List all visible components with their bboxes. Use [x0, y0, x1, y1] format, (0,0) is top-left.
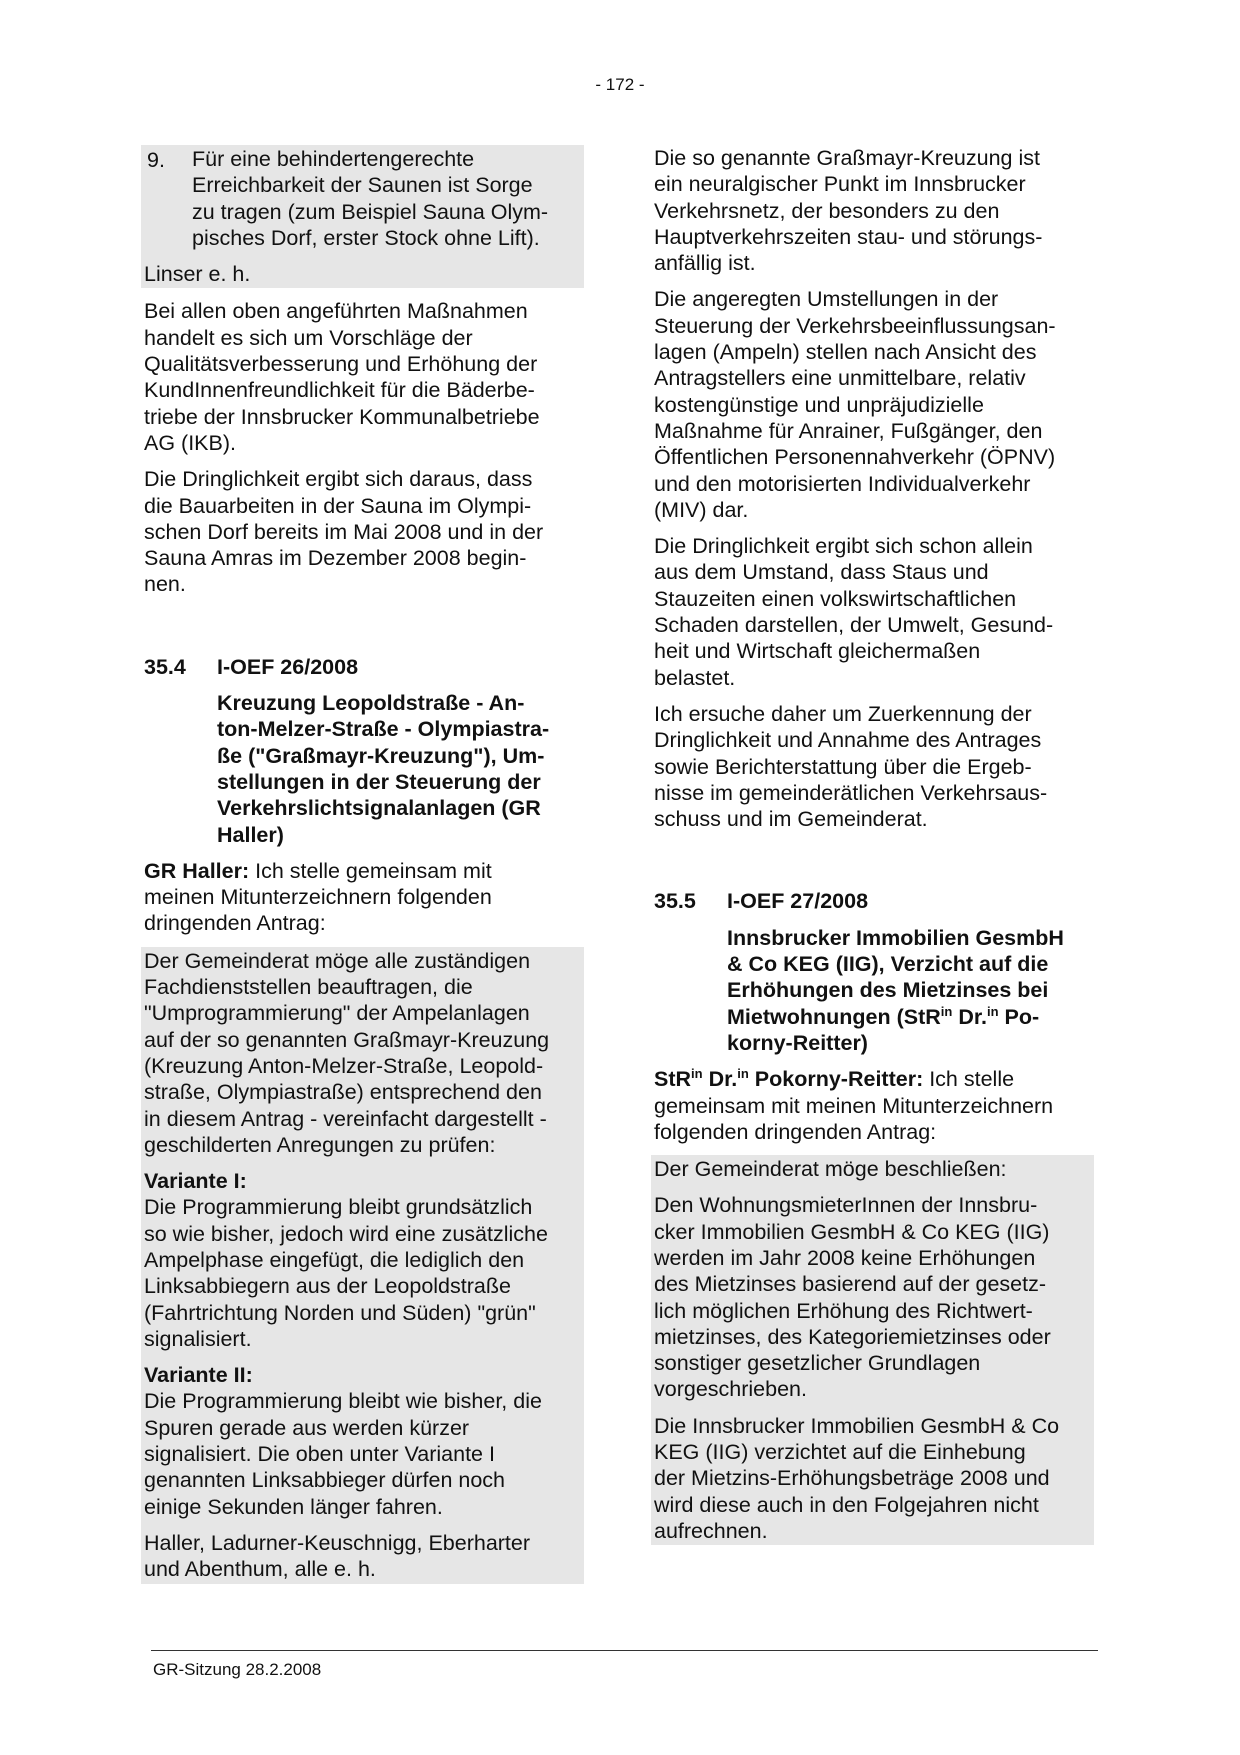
- text-line: Linksabbiegern aus der Leopoldstraße: [144, 1274, 511, 1299]
- section-title: [654, 925, 1094, 1056]
- text-line: straße, Olympiastraße) entsprechend den: [144, 1080, 542, 1105]
- motion-intro: [144, 858, 584, 937]
- motion-block: [141, 947, 584, 1584]
- paragraph-changes: [654, 286, 1094, 523]
- text-line: mietzinses, des Kategoriemietzinses oder: [654, 1324, 1051, 1349]
- paragraph-urgency: [144, 466, 584, 597]
- superscript: in: [691, 1066, 703, 1082]
- text-line: wird diese auch in den Folgejahren nicht: [654, 1492, 1039, 1517]
- text-line: nen.: [144, 572, 186, 597]
- right-column: [654, 145, 1094, 1545]
- text-line: einige Sekunden länger fahren.: [144, 1494, 443, 1519]
- text-line: vorgeschrieben.: [654, 1377, 807, 1402]
- item-number: 9.: [147, 148, 165, 172]
- text-line: Den WohnungsmieterInnen der Innsbru-: [654, 1193, 1038, 1218]
- text-line: & Co KEG (IIG), Verzicht auf die: [727, 952, 1049, 977]
- text-line: Maßnahme für Anrainer, Fußgänger, den: [654, 418, 1043, 443]
- text-line: auf der so genannten Graßmayr-Kreuzung: [144, 1027, 550, 1052]
- text-line: in diesem Antrag - vereinfacht dargestellt -: [144, 1106, 547, 1131]
- variant-label: Variante II:: [144, 1363, 253, 1388]
- superscript: in: [737, 1066, 749, 1082]
- text-line: Haller): [217, 822, 284, 847]
- text-line: so wie bisher, jedoch wird eine zusätzliche: [144, 1221, 548, 1246]
- text-line: meinen Mitunterzeichnern folgenden: [144, 885, 492, 910]
- motion-block: [651, 1155, 1094, 1545]
- text-line: Erhöhungen des Mietzinses bei: [727, 978, 1049, 1003]
- text-line: stellungen in der Steuerung der: [217, 769, 541, 794]
- text-line: lagen (Ampeln) stellen nach Ansicht des: [654, 340, 1037, 365]
- text-line: KEG (IIG) verzichtet auf die Einhebung: [654, 1440, 1026, 1465]
- text-line: Die so genannte Graßmayr-Kreuzung ist: [654, 146, 1040, 170]
- item-9-block: [141, 145, 584, 288]
- text-line: Verkehrslichtsignalanlagen (GR: [217, 796, 541, 821]
- text-line: schen Dorf bereits im Mai 2008 und in der: [144, 519, 544, 544]
- section-heading: [144, 654, 584, 680]
- text-line: Öffentlichen Personennahverkehr (ÖPNV): [654, 445, 1056, 470]
- text-line: anfällig ist.: [654, 251, 756, 276]
- text-line: genannten Linksabbieger dürfen noch: [144, 1468, 506, 1493]
- text-line: (Kreuzung Anton-Melzer-Straße, Leopold-: [144, 1053, 544, 1078]
- text-part: Po-: [998, 1004, 1040, 1029]
- superscript: in: [987, 1003, 999, 1019]
- signature-linser: Linser e. h.: [144, 262, 251, 287]
- variant-2: [144, 1362, 581, 1520]
- text-line: werden im Jahr 2008 keine Erhöhungen: [654, 1245, 1036, 1270]
- section-reference: I-OEF 27/2008: [727, 889, 869, 914]
- text-line: Haller, Ladurner-Keuschnigg, Eberharter: [144, 1530, 531, 1555]
- text-part: Ich stelle: [923, 1067, 1015, 1092]
- text-line: Kreuzung Leopoldstraße - An-: [217, 691, 525, 716]
- text-line: Schaden darstellen, der Umwelt, Gesund-: [654, 613, 1054, 638]
- text-line: sonstiger gesetzlicher Grundlagen: [654, 1351, 981, 1376]
- text-line: Fachdienststellen beauftragen, die: [144, 975, 473, 1000]
- text-line: Steuerung der Verkehrsbeeinflussungsan-: [654, 313, 1056, 338]
- text-line: [727, 1004, 1094, 1030]
- text-line: Hauptverkehrszeiten stau- und störungs-: [654, 224, 1043, 249]
- text-line: signalisiert.: [144, 1326, 252, 1351]
- text-line: signalisiert. Die oben unter Variante I: [144, 1442, 495, 1467]
- text-part: Mietwohnungen (StR: [727, 1004, 941, 1029]
- text-line: Dringlichkeit und Annahme des Antrages: [654, 728, 1042, 753]
- variant-1: [144, 1168, 581, 1352]
- text-line: sowie Berichterstattung über die Ergeb-: [654, 754, 1032, 779]
- text-line: aus dem Umstand, dass Staus und: [654, 560, 989, 585]
- text-line: triebe der Innsbrucker Kommunalbetriebe: [144, 404, 540, 429]
- text-line: belastet.: [654, 665, 736, 690]
- text-line: handelt es sich um Vorschläge der: [144, 325, 473, 350]
- text-line: Der Gemeinderat möge alle zuständigen: [144, 948, 531, 973]
- motion-text-1: [654, 1192, 1091, 1402]
- text-line: geschilderten Anregungen zu prüfen:: [144, 1132, 496, 1157]
- speaker-name: GR Haller:: [144, 858, 250, 883]
- text-line: und den motorisierten Individualverkehr: [654, 471, 1031, 496]
- section-35-4: [144, 654, 584, 848]
- superscript: in: [940, 1003, 953, 1019]
- paragraph-measures: [144, 298, 584, 456]
- text-line: gemeinsam mit meinen Mitunterzeichnern: [654, 1093, 1054, 1118]
- text-line: der Mietzins-Erhöhungsbeträge 2008 und: [654, 1466, 1050, 1491]
- text-line: Die Dringlichkeit ergibt sich schon allein: [654, 534, 1033, 559]
- text-line: KundInnenfreundlichkeit für die Bäderbe-: [144, 378, 535, 403]
- section-number: 35.5: [654, 889, 696, 914]
- text-line: Antragstellers eine unmittelbare, relativ: [654, 366, 1026, 391]
- text-line: ße ("Graßmayr-Kreuzung"), Um-: [217, 743, 545, 768]
- text-line: Für eine behindertengerechte: [192, 147, 475, 171]
- page-number: - 172 -: [595, 75, 645, 94]
- section-35-5: [654, 888, 1094, 1056]
- text-line: (MIV) dar.: [654, 497, 749, 522]
- text-line: ton-Melzer-Straße - Olympiastra-: [217, 717, 550, 742]
- text-line: Qualitätsverbesserung und Erhöhung der: [144, 352, 538, 377]
- text-line: cker Immobilien GesmbH & Co KEG (IIG): [654, 1219, 1050, 1244]
- speaker-name: [654, 1067, 923, 1091]
- text-line: Bei allen oben angeführten Maßnahmen: [144, 299, 528, 324]
- text-line: ein neuralgischer Punkt im Innsbrucker: [654, 172, 1026, 197]
- variant-label: Variante I:: [144, 1169, 247, 1194]
- section-heading: [654, 888, 1094, 914]
- section-title: [144, 690, 584, 848]
- text-line: lich möglichen Erhöhung des Richtwert-: [654, 1298, 1033, 1323]
- motion-text: [144, 948, 581, 1158]
- signers: [144, 1530, 581, 1583]
- paragraph-urgency: [654, 533, 1094, 691]
- text-line: folgenden dringenden Antrag:: [654, 1119, 937, 1144]
- text-line: kostengünstige und unpräjudizielle: [654, 392, 984, 417]
- text-line: Die Dringlichkeit ergibt sich daraus, dass: [144, 467, 533, 492]
- text-line: Stauzeiten einen volkswirtschaftlichen: [654, 586, 1017, 611]
- text-line: Die angeregten Umstellungen in der: [654, 287, 999, 312]
- text-line: Die Programmierung bleibt wie bisher, die: [144, 1389, 542, 1414]
- text-line: Sauna Amras im Dezember 2008 begin-: [144, 546, 527, 571]
- paragraph-crossing: [654, 145, 1094, 276]
- text-part: StR: [654, 1067, 692, 1092]
- text-line: zu tragen (zum Beispiel Sauna Olym-: [192, 199, 549, 224]
- text-line: des Mietzinses basierend auf der gesetz-: [654, 1272, 1046, 1297]
- list-item-9: [144, 146, 581, 251]
- left-column: [144, 145, 584, 1584]
- text-line: Die Programmierung bleibt grundsätzlich: [144, 1195, 533, 1220]
- text-line: "Umprogrammierung" der Ampelanlagen: [144, 1001, 530, 1026]
- footer-divider: [151, 1650, 1098, 1651]
- text-part: Dr.: [952, 1004, 987, 1029]
- text-line: Ampelphase eingefügt, die lediglich den: [144, 1247, 525, 1272]
- footer-text: GR-Sitzung 28.2.2008: [153, 1660, 322, 1679]
- text-line: dringenden Antrag:: [144, 911, 326, 936]
- motion-text-2: [654, 1413, 1091, 1544]
- text-line: korny-Reitter): [727, 1030, 868, 1055]
- text-line: (Fahrtrichtung Norden und Süden) "grün": [144, 1300, 536, 1325]
- section-number: 35.4: [144, 654, 186, 679]
- text-line: Verkehrsnetz, der besonders zu den: [654, 198, 1000, 223]
- text-line: Spuren gerade aus werden kürzer: [144, 1415, 470, 1440]
- text-line: nisse im gemeinderätlichen Verkehrsaus-: [654, 780, 1048, 805]
- text-part: Pokorny-Reitter:: [748, 1067, 924, 1092]
- text-line: Die Innsbrucker Immobilien GesmbH & Co: [654, 1413, 1060, 1438]
- text-line: schuss und im Gemeinderat.: [654, 807, 928, 832]
- text-line: Innsbrucker Immobilien GesmbH: [727, 925, 1064, 950]
- motion-intro: [654, 1066, 1094, 1145]
- paragraph-request: [654, 701, 1094, 832]
- section-reference: I-OEF 26/2008: [217, 654, 359, 679]
- text-part: Dr.: [702, 1067, 738, 1092]
- text-line: und Abenthum, alle e. h.: [144, 1557, 376, 1582]
- text-line: Ich stelle gemeinsam mit: [249, 858, 492, 883]
- text-line: Erreichbarkeit der Saunen ist Sorge: [192, 173, 533, 198]
- text-line: AG (IKB).: [144, 430, 236, 455]
- motion-heading: Der Gemeinderat möge beschließen:: [654, 1157, 1007, 1182]
- text-line: die Bauarbeiten in der Sauna im Olympi-: [144, 493, 532, 518]
- text-line: pisches Dorf, erster Stock ohne Lift).: [192, 225, 540, 250]
- text-line: aufrechnen.: [654, 1518, 768, 1543]
- text-line: heit und Wirtschaft gleichermaßen: [654, 639, 981, 664]
- text-line: Ich ersuche daher um Zuerkennung der: [654, 701, 1032, 726]
